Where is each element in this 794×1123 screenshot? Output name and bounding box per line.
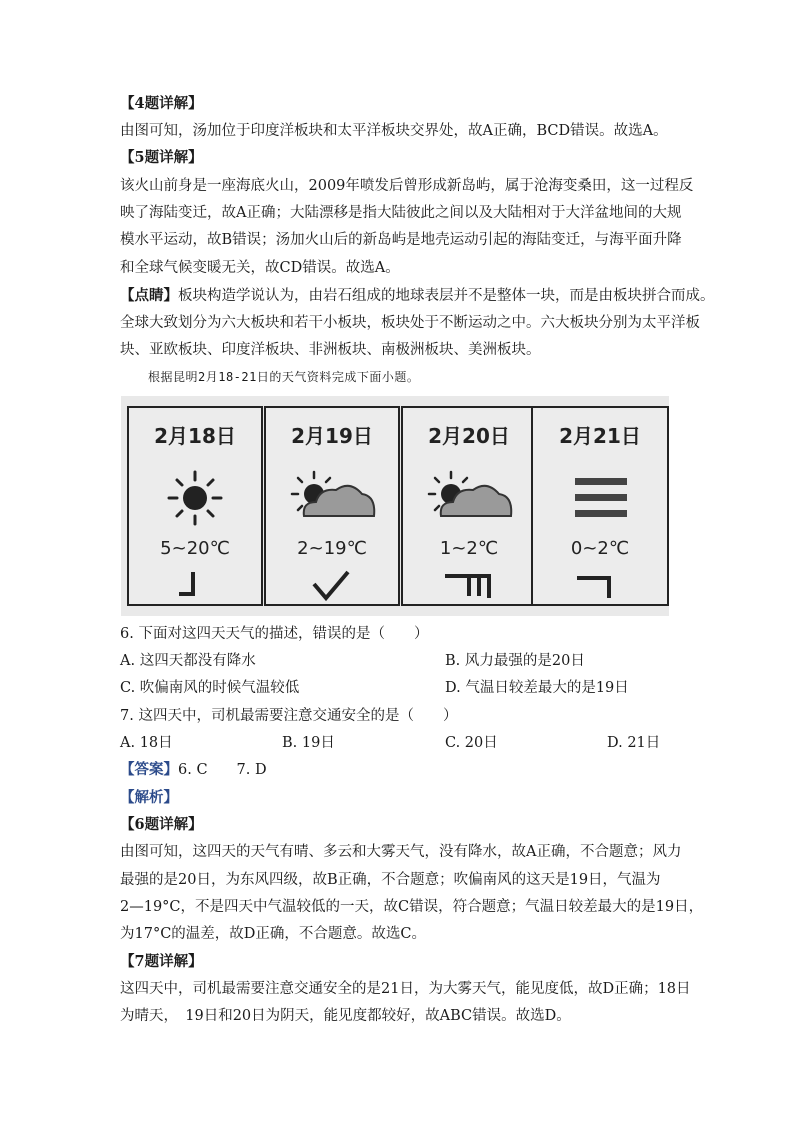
- date-label: 2月18日: [154, 424, 236, 448]
- dianjing-line: 全球大致划分为六大板块和若干小板块，板块处于不断运动之中。六大板块分别为太平洋板: [120, 315, 700, 331]
- q4-explanation: 由图可知，汤加位于印度洋板块和太平洋板块交界处，故A正确，BCD错误。故选A。: [120, 123, 668, 139]
- q6-detail-line: 2—19°C，不是四天中气温较低的一天，故C错误，符合题意；气温日较差最大的是19日，: [120, 899, 704, 915]
- q6-detail-line: 最强的是20日，为东风四级，故B正确，不合题意；吹偏南风的这天是19日，气温为: [120, 872, 661, 888]
- q7-option-d: D. 21日: [607, 735, 661, 751]
- weather-panel-feb18: [127, 406, 263, 606]
- wind-icon: [569, 568, 629, 604]
- q5-line: 映了海陆变迁，故A正确；大陆漂移是指大陆彼此之间以及大陆相对于大洋盆地间的大规: [120, 205, 682, 221]
- partly-cloudy-icon: [419, 468, 519, 528]
- temperature-range: 5~20℃: [160, 538, 230, 559]
- answer-line: [120, 760, 267, 780]
- q7-detail-heading: 【7题详解】: [120, 953, 203, 970]
- weather-panel-feb19: [264, 406, 400, 606]
- q7-detail-line: 为晴天， 19日和20日为阴天，能见度都较好，故ABC错误。故选D。: [120, 1008, 571, 1024]
- q6-option-b: B. 风力最强的是20日: [445, 653, 585, 669]
- temperature-range: 1~2℃: [439, 538, 499, 559]
- q6-option-d: D. 气温日较差最大的是19日: [445, 680, 629, 696]
- q6-detail-line: 由图可知，这四天的天气有晴、多云和大雾天气，没有降水，故A正确，不合题意；风力: [120, 844, 682, 860]
- q7-option-b: B. 19日: [282, 735, 335, 751]
- q6-detail-line: 为17°C的温差，故D正确，不合题意。故选C。: [120, 926, 427, 942]
- partly-cloudy-icon: [282, 468, 382, 528]
- dianjing-heading: 【点睛】: [120, 287, 178, 304]
- date-label: 2月19日: [291, 424, 373, 448]
- q5-line: 和全球气候变暖无关，故CD错误。故选A。: [120, 260, 400, 276]
- q6-option-c: C. 吹偏南风的时候气温较低: [120, 680, 300, 696]
- q5-line: 模水平运动，故B错误；汤加火山后的新岛屿是地壳运动引起的海陆变迁，与海平面升降: [120, 232, 682, 248]
- check-icon: [302, 568, 362, 604]
- figure-caption: 根据昆明2月18-21日的天气资料完成下面小题。: [148, 370, 420, 384]
- temperature-range: 2~19℃: [297, 538, 367, 559]
- date-label: 2月21日: [559, 424, 641, 448]
- weather-panel-feb21: [531, 406, 669, 606]
- q7-option-a: A. 18日: [120, 735, 173, 751]
- date-label: 2月20日: [428, 424, 510, 448]
- q4-heading: 【4题详解】: [120, 95, 203, 112]
- answer-heading: 【答案】: [120, 761, 178, 778]
- south-wind-icon: [165, 568, 225, 604]
- q6-detail-heading: 【6题详解】: [120, 816, 203, 833]
- fog-icon: [549, 468, 649, 528]
- weather-figure: [121, 396, 669, 616]
- q6-option-a: A. 这四天都没有降水: [120, 653, 256, 669]
- dianjing-line: 块、亚欧板块、印度洋板块、非洲板块、南极洲板块、美洲板块。: [120, 342, 541, 358]
- analysis-heading: 【解析】: [120, 789, 178, 806]
- q7-detail-line: 这四天中，司机最需要注意交通安全的是21日，为大雾天气，能见度低，故D正确；18日: [120, 981, 691, 997]
- q5-line: 该火山前身是一座海底火山，2009年喷发后曾形成新岛屿，属于沧海变桑田，这一过程反: [120, 178, 694, 194]
- q6-stem: 6. 下面对这四天天气的描述，错误的是（ ）: [120, 626, 429, 642]
- dianjing-text: 板块构造学说认为，由岩石组成的地球表层并不是整体一块，而是由板块拼合而成。: [178, 288, 715, 304]
- sunny-icon: [145, 468, 245, 528]
- q7-option-c: C. 20日: [445, 735, 498, 751]
- q7-stem: 7. 这四天中，司机最需要注意交通安全的是（ ）: [120, 708, 458, 724]
- dianjing-line: [120, 286, 715, 306]
- temperature-range: 0~2℃: [570, 538, 630, 559]
- weather-panel-feb20: [401, 406, 537, 606]
- q5-heading: 【5题详解】: [120, 149, 203, 166]
- answer-text: 6. C 7. D: [178, 762, 267, 778]
- east-wind-level4-icon: [439, 568, 499, 604]
